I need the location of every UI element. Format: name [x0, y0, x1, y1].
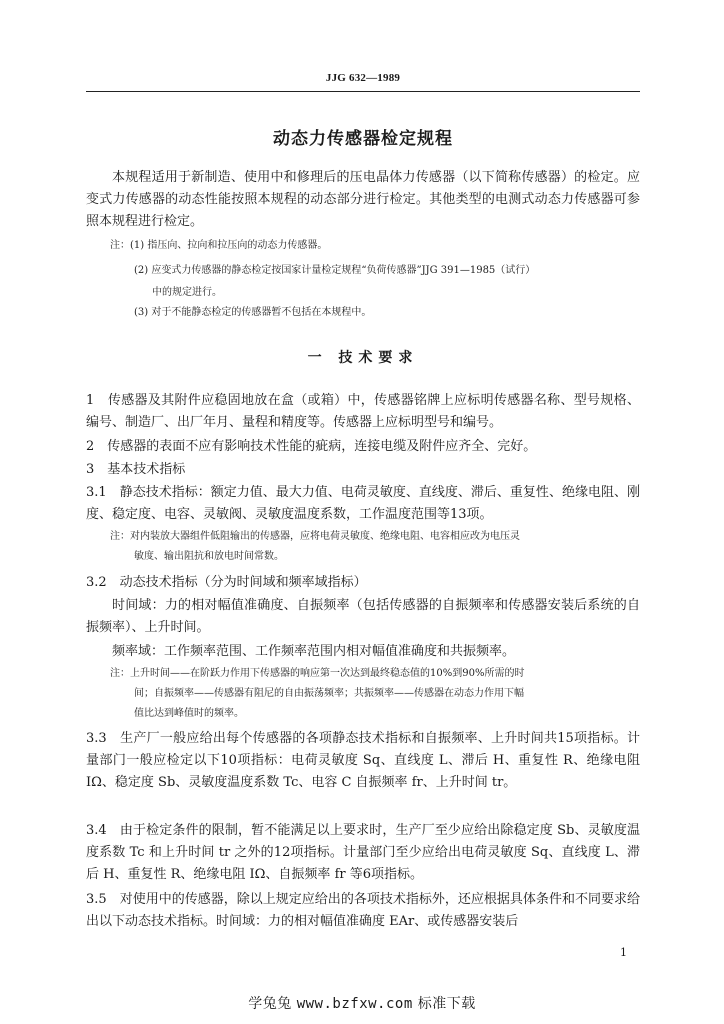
clause-3-1-note-cont: 敏度、输出阻抗和放电时间常数。	[134, 551, 284, 562]
clause-3: 3 基本技术指标	[86, 462, 186, 477]
clause-3-1: 3.1 静态技术指标：额定力值、最大力值、电荷灵敏度、直线度、滞后、重复性、绝缘电阻、刚度、稳定度、电容、灵敏阀、灵敏度温度系数，工作温度范围等13项。	[86, 485, 640, 522]
footer-site-tag: 标准下载	[417, 996, 476, 1012]
clause-3-4: 3.4 由于检定条件的限制，暂不能满足以上要求时，生产厂至少应给出除稳定度 Sb、灵敏度温度系数 Tc 和上升时间 tr 之外的12项指标。计量部门至少应给出电荷灵敏度 Sq、直线度 L、滞后 H、重复性 R、绝缘电阻 IΩ、自振频率 fr 等6项指标。	[86, 823, 640, 882]
clause-2: 2 传感器的表面不应有影响技术性能的疵病，连接电缆及附件应齐全、完好。	[86, 439, 537, 454]
clause-3-3: 3.3 生产厂一般应给出每个传感器的各项静态技术指标和自振频率、上升时间共15项指标。计量部门一般应检定以下10项指标：电荷灵敏度 Sq、直线度 L、滞后 H、重复性 R、绝缘电阻 IΩ、稳定度 Sb、灵敏度温度系数 Tc、电容 C 自振频率 fr、上升时间 tr。	[86, 731, 640, 790]
clause-3-2-time-domain: 时间域：力的相对幅值准确度、自振频率（包括传感器的自振频率和传感器安装后系统的自振频率）、上升时间。	[86, 598, 640, 635]
intro-note-1: 注：(1) 指压向、拉向和拉压向的动态力传感器。	[110, 240, 328, 251]
footer-site-name: 学兔兔	[248, 996, 292, 1012]
intro-note-3: (3) 对于不能静态检定的传感器暂不包括在本规程中。	[134, 307, 372, 318]
clause-3-5: 3.5 对使用中的传感器，除以上规定应给出的各项技术指标外，还应根据具体条件和不同要求给出以下动态技术指标。时间域：力的相对幅值准确度 EAr、或传感器安装后	[86, 892, 640, 929]
clause-3-1-note: 注：对内装放大器组件低阻输出的传感器，应将电荷灵敏度、绝缘电阻、电容相应改为电压灵	[110, 531, 520, 542]
clause-3-2-frequency-domain: 频率域：工作频率范围、工作频率范围内相对幅值准确度和共振频率。	[112, 644, 516, 659]
clause-3-2-note-cont-2: 值比达到峰值时的频率。	[134, 708, 244, 719]
section-heading-technical-requirements: 一 技术要求	[307, 350, 419, 366]
document-code-header: JJG 632—1989	[325, 72, 401, 84]
page-number: 1	[620, 946, 627, 959]
intro-note-2-cont: 中的规定进行。	[152, 287, 222, 298]
footer-site-url[interactable]: www.bzfxw.com	[296, 996, 413, 1012]
clause-1: 1 传感器及其附件应稳固地放在盒（或箱）中，传感器铭牌上应标明传感器名称、型号规格、编号、制造厂、出厂年月、量程和精度等。传感器上应标明型号和编号。	[86, 393, 640, 430]
intro-paragraph: 本规程适用于新制造、使用中和修理后的压电晶体力传感器（以下简称传感器）的检定。应变式力传感器的动态性能按照本规程的动态部分进行检定。其他类型的电测式动态力传感器可参照本规程进行检定。	[86, 170, 640, 229]
clause-3-2-note-cont-1: 间；自振频率——传感器有阻尼的自由振荡频率；共振频率——传感器在动态力作用下幅	[134, 688, 524, 699]
clause-3-2-note: 注：上升时间——在阶跃力作用下传感器的响应第一次达到最终稳态值的10%到90%所需的时	[110, 668, 525, 679]
intro-note-2: (2) 应变式力传感器的静态检定按国家计量检定规程“负荷传感器”JJG 391—1985（试行）	[134, 265, 536, 276]
footer-watermark	[0, 993, 724, 1013]
clause-3-2: 3.2 动态技术指标（分为时间域和频率域指标）	[86, 575, 367, 590]
document-title: 动态力传感器检定规程	[273, 129, 453, 149]
header-divider	[86, 91, 640, 92]
